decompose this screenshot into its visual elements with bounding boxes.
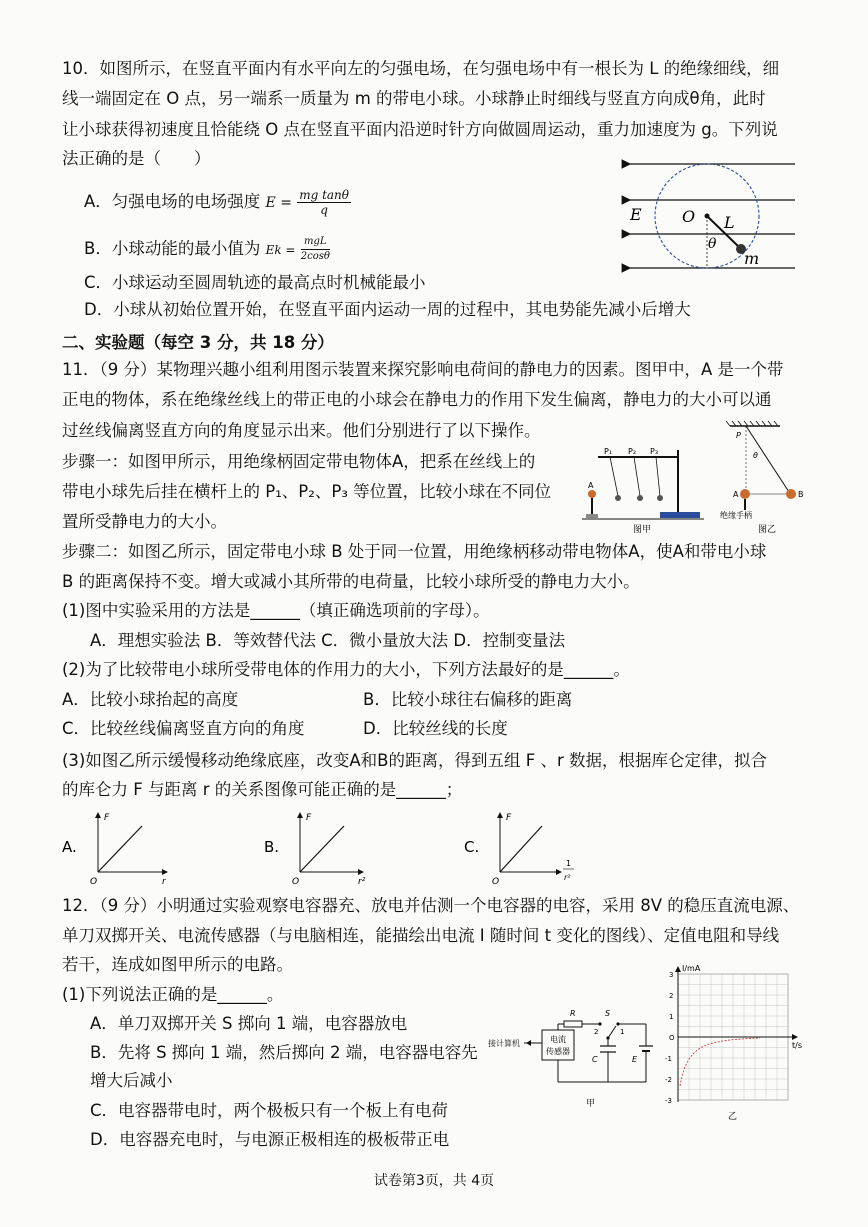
ball-p2 <box>637 495 643 501</box>
graph-a-axis-o: O <box>90 877 98 886</box>
q10-option-a-lhs: E = <box>265 195 292 211</box>
graph-caption: 乙 <box>728 1112 738 1122</box>
page-footer: 试卷第3页，共 4页 <box>373 1173 495 1189</box>
contact-2-label: 2 <box>594 1028 599 1036</box>
contact-2 <box>598 1022 601 1025</box>
fig2-label-a: A <box>733 490 739 499</box>
thread-p1 <box>610 457 618 496</box>
thread-p3 <box>656 457 660 496</box>
graph-ytick: -1 <box>665 1055 672 1063</box>
fig2-caption: 图乙 <box>758 525 777 534</box>
fig1-label-p1: P₁ <box>604 447 613 456</box>
graph-a-line <box>98 826 142 872</box>
fig2-label-p: P <box>736 431 741 440</box>
graph-b-x-arrow <box>358 869 364 875</box>
q10-field-figure <box>620 150 800 280</box>
fig2-label-theta: θ <box>753 451 758 460</box>
q11-step1-c: 置所受静电力的大小。 <box>62 512 227 531</box>
q10-option-b-text: B．小球动能的最小值为 <box>84 239 261 258</box>
q12-part1: (1)下列说法正确的是______。 <box>62 985 284 1004</box>
charged-body-a <box>740 489 750 499</box>
graph-a-axis-f: F <box>104 813 110 823</box>
graph-b-axis-o: O <box>292 877 300 886</box>
q10-option-a <box>84 188 351 217</box>
graph-ylabel: I/mA <box>682 964 701 973</box>
q10-option-b-numerator: mgL <box>301 235 330 250</box>
fig1-label-p2: P₂ <box>628 447 637 456</box>
graph-c-axis-f: F <box>506 813 512 823</box>
q10-option-a-fraction <box>297 188 351 217</box>
graph-c-axis-r2: r² <box>564 873 571 882</box>
battery-label: E <box>632 1055 638 1064</box>
q11-part1: (1)图中实验采用的方法是______（填正确选项前的字母）。 <box>62 601 490 620</box>
graph-ytick: O <box>669 1034 675 1042</box>
circuit-computer-label: 接计算机 <box>488 1039 520 1048</box>
graph-t-axis-arrow <box>792 1034 798 1040</box>
graph-b-axis-r2: r² <box>358 877 366 886</box>
graph-xlabel: t/s <box>792 1041 802 1050</box>
q11-step1-a: 步骤一：如图甲所示，用绝缘柄固定带电物体A，把系在丝线上的 <box>62 452 536 471</box>
handle-base <box>586 514 598 519</box>
q10-option-a-numerator: mg tanθ <box>299 188 350 202</box>
fig1-label-p3: P₃ <box>650 447 659 456</box>
graph-c-x-arrow <box>556 869 562 875</box>
q12-option-b-2: 增大后减小 <box>90 1071 173 1090</box>
q10-line-1: 10．如图所示，在竖直平面内有水平向左的匀强电场，在匀强电场中有一根长为 L 的绝缘细线，细 <box>62 59 780 78</box>
q10-line-3: 让小球获得初速度且恰能绕 O 点在竖直平面内沿逆时针方向做圆周运动，重力加速度为 g。下列说 <box>62 120 778 139</box>
q11-line-3: 过丝线偏离竖直方向的角度显示出来。他们分别进行了以下操作。 <box>62 421 541 440</box>
switch-label: S <box>605 1009 611 1018</box>
switch-blade <box>608 1026 616 1038</box>
q10-option-b <box>84 235 330 264</box>
q11-step1-b: 带电小球先后挂在横杆上的 P₁、P₂、P₃ 等位置，比较小球在不同位 <box>62 482 552 501</box>
pivot-point <box>705 214 710 219</box>
graph-b-line <box>300 826 344 872</box>
q11-line-1: 11．（9 分）某物理兴趣小组利用图示装置来探究影响电荷间的静电力的因素。图甲中，A 是一个带 <box>62 360 784 379</box>
q10-option-a-text: A．匀强电场的电场强度 <box>84 192 261 211</box>
graph-a-x-arrow <box>162 869 168 875</box>
q12-line-2: 单刀双掷开关、电流传感器（与电脑相连，能描绘出电流 I 随时间 t 变化的图线）、定值电阻和导线 <box>62 926 780 945</box>
label-O: O <box>682 207 696 226</box>
q12-current-graph <box>660 962 810 1122</box>
graph-option-b <box>262 808 382 886</box>
graph-b-label: B. <box>264 838 280 856</box>
graph-ytick: 3 <box>669 971 674 979</box>
q11-part2-c: C．比较丝线偏离竖直方向的角度 <box>62 719 305 738</box>
label-theta: θ <box>708 236 717 252</box>
q11-part3-a: (3)如图乙所示缓慢移动绝缘底座，改变A和B的距离，得到五组 F 、r 数据，根据库仑定律，拟合 <box>62 751 767 770</box>
graph-ytick: -2 <box>665 1076 672 1084</box>
q11-part2: (2)为了比较带电小球所受带电体的作用力的大小，下列方法最好的是______。 <box>62 660 630 679</box>
section-2-title: 二、实验题（每空 3 分，共 18 分） <box>62 333 334 352</box>
fig2-handle-label: 绝缘手柄 <box>720 511 752 520</box>
graph-option-c <box>462 808 592 886</box>
q12-option-c: C．电容器带电时，两个极板只有一个板上有电荷 <box>90 1101 449 1120</box>
graph-c-axis-numerator: 1 <box>566 859 572 868</box>
q10-option-d: D．小球从初始位置开始，在竖直平面内运动一周的过程中，其电势能先减小后增大 <box>84 300 691 319</box>
computer-link-arrow <box>526 1040 531 1046</box>
q12-circuit-figure <box>486 1002 656 1112</box>
capacitor-label: C <box>592 1055 598 1064</box>
charged-body-a <box>588 490 596 498</box>
q11-step2-b: B 的距离保持不变。增大或减小其所带的电荷量，比较小球所受的静电力大小。 <box>62 572 640 591</box>
graph-a-y-arrow <box>95 812 101 818</box>
q10-option-b-fraction <box>301 235 330 264</box>
q12-option-d: D．电容器充电时，与电源正极相连的极板带正电 <box>90 1130 450 1149</box>
q11-step2-a: 步骤二：如图乙所示，固定带电小球 B 处于同一位置，用绝缘柄移动带电物体A，使A和带电小球 <box>62 542 767 561</box>
resistor <box>564 1021 582 1027</box>
graph-a-label: A. <box>62 838 77 856</box>
graph-ytick: 2 <box>669 992 674 1000</box>
q11-part3-b: 的库仑力 F 与距离 r 的关系图像可能正确的是______； <box>62 780 463 799</box>
q12-option-a: A．单刀双掷开关 S 掷向 1 端，电容器放电 <box>90 1014 408 1033</box>
thread-p2 <box>634 457 640 496</box>
q11-part1-options: A．理想实验法 B．等效替代法 C．微小量放大法 D．控制变量法 <box>90 631 566 650</box>
q11-part2-a: A．比较小球抬起的高度 <box>62 690 239 709</box>
graph-c-line <box>500 826 542 872</box>
q11-line-2: 正电的物体，系在绝缘丝线上的带正电的小球会在静电力的作用下发生偏离，静电力的大小可以通 <box>62 390 772 409</box>
sensor-label-1: 电流 <box>550 1035 566 1044</box>
graph-ytick: -3 <box>665 1097 672 1105</box>
fig1-label-a: A <box>588 481 594 490</box>
graph-c-label: C. <box>464 838 480 856</box>
label-L: L <box>724 213 735 232</box>
q12-line-3: 若干，连成如图甲所示的电路。 <box>62 955 293 974</box>
graph-option-a <box>58 808 178 886</box>
q11-figure-yi <box>716 418 820 534</box>
graph-b-axis-f: F <box>306 813 312 823</box>
q11-part2-d: D．比较丝线的长度 <box>363 719 508 738</box>
label-m: m <box>744 249 760 268</box>
fig1-caption: 图甲 <box>633 525 652 534</box>
ball-p1 <box>615 495 621 501</box>
circuit-caption: 甲 <box>586 1099 596 1109</box>
q10-option-b-lhs: Ek = <box>265 243 296 257</box>
graph-a-axis-r: r <box>162 877 166 886</box>
q10-option-a-denominator: q <box>320 203 328 217</box>
fig2-label-b: B <box>798 490 804 499</box>
label-E: E <box>630 205 642 224</box>
contact-1-label: 1 <box>620 1028 625 1036</box>
sensor-label-2: 传感器 <box>546 1047 570 1056</box>
graph-c-axis-o: O <box>492 877 500 886</box>
q12-line-1: 12．（9 分）小明通过实验观察电容器充、放电并估测一个电容器的电容，采用 8V 的稳压直流电源、 <box>62 896 800 915</box>
charged-ball-b <box>786 489 796 499</box>
q10-option-b-denominator: 2cosθ <box>300 251 330 262</box>
ball-p3 <box>657 495 663 501</box>
graph-c-y-arrow <box>497 812 503 818</box>
q10-line-4: 法正确的是（ ） <box>62 149 211 168</box>
q10-option-c: C．小球运动至圆周轨迹的最高点时机械能最小 <box>84 273 426 292</box>
stand-base <box>660 512 700 518</box>
q11-part2-b: B．比较小球往右偏移的距离 <box>363 690 573 709</box>
graph-i-axis-arrow <box>675 966 681 972</box>
graph-b-y-arrow <box>297 812 303 818</box>
q10-line-2: 线一端固定在 O 点，另一端系一质量为 m 的带电小球。小球静止时细线与竖直方向成θ角，此时 <box>62 89 766 108</box>
q11-figure-jia <box>578 442 708 534</box>
resistor-label: R <box>570 1009 576 1018</box>
graph-ytick: 1 <box>669 1013 674 1021</box>
q12-option-b-1: B．先将 S 掷向 1 端，然后掷向 2 端，电容器电容先 <box>90 1043 478 1062</box>
